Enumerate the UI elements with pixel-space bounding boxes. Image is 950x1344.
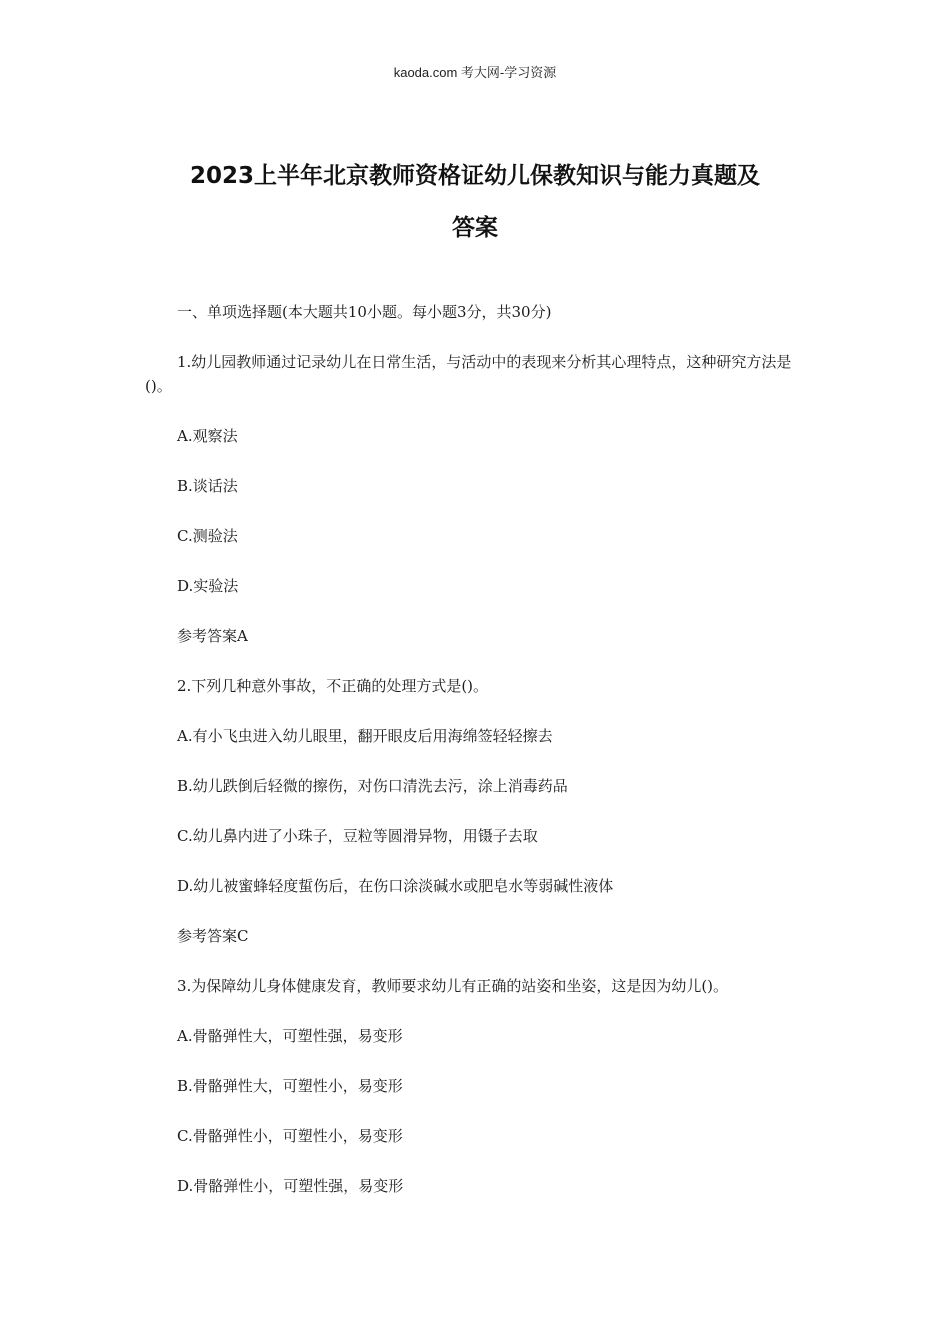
title-line-1: 2023上半年北京教师资格证幼儿保教知识与能力真题及 xyxy=(189,163,760,189)
question-2-answer: 参考答案C xyxy=(177,927,249,945)
document-title xyxy=(120,150,830,254)
question-1-option-c: C.测验法 xyxy=(177,527,238,545)
question-2-option-c: C.幼儿鼻内进了小珠子，豆粒等圆滑异物，用镊子去取 xyxy=(177,827,538,845)
question-3-option-a: A.骨骼弹性大，可塑性强，易变形 xyxy=(177,1027,403,1045)
page-header: kaoda.com 考大网-学习资源 xyxy=(393,65,557,80)
question-1-option-d: D.实验法 xyxy=(177,577,239,595)
question-2-option-b: B.幼儿跌倒后轻微的擦伤，对伤口清洗去污，涂上消毒药品 xyxy=(177,777,568,795)
question-3-option-b: B.骨骼弹性大，可塑性小，易变形 xyxy=(177,1077,403,1095)
question-1-option-a: A.观察法 xyxy=(177,427,238,445)
question-3-option-d: D.骨骼弹性小，可塑性强，易变形 xyxy=(177,1177,404,1195)
document-body xyxy=(145,300,810,1224)
section-heading: 一、单项选择题(本大题共10小题。每小题3分，共30分) xyxy=(177,303,552,321)
question-3-option-c: C.骨骼弹性小，可塑性小，易变形 xyxy=(177,1127,403,1145)
question-2-stem: 2.下列几种意外事故，不正确的处理方式是()。 xyxy=(177,677,489,695)
question-2-option-d: D.幼儿被蜜蜂轻度蜇伤后，在伤口涂淡碱水或肥皂水等弱碱性液体 xyxy=(177,877,614,895)
question-3-stem: 3.为保障幼儿身体健康发育，教师要求幼儿有正确的站姿和坐姿，这是因为幼儿()。 xyxy=(177,977,729,995)
question-1-stem: 1.幼儿园教师通过记录幼儿在日常生活，与活动中的表现来分析其心理特点，这种研究方法是()。 xyxy=(145,353,792,395)
question-1-answer: 参考答案A xyxy=(177,627,248,645)
question-1-option-b: B.谈话法 xyxy=(177,477,238,495)
question-2-option-a: A.有小飞虫进入幼儿眼里，翻开眼皮后用海绵签轻轻擦去 xyxy=(177,727,553,745)
title-line-2: 答案 xyxy=(452,215,498,241)
